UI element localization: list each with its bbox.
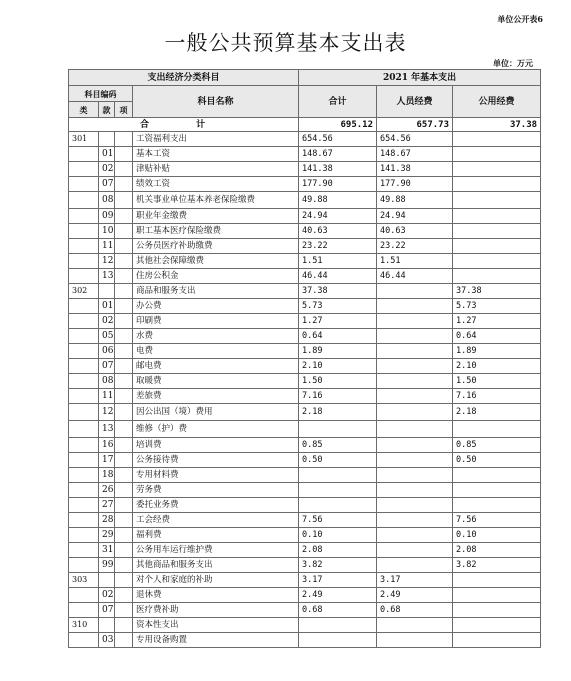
category-code <box>69 344 99 359</box>
item-code <box>115 618 133 633</box>
section-code: 08 <box>99 374 115 389</box>
item-code <box>115 192 133 209</box>
row-public <box>453 224 541 239</box>
table-row <box>69 389 541 404</box>
item-name: 对个人和家庭的补助 <box>133 573 299 588</box>
item-code <box>115 374 133 389</box>
item-name: 取暖费 <box>133 374 299 389</box>
row-public: 0.85 <box>453 438 541 453</box>
item-name: 住房公积金 <box>133 269 299 284</box>
section-code: 01 <box>99 147 115 162</box>
row-total: 23.22 <box>299 239 377 254</box>
section-code: 05 <box>99 329 115 344</box>
row-total <box>299 633 377 648</box>
item-name: 基本工资 <box>133 147 299 162</box>
row-personnel: 49.88 <box>377 192 453 209</box>
table-row <box>69 483 541 498</box>
row-personnel <box>377 618 453 633</box>
table-row <box>69 404 541 421</box>
section-code: 11 <box>99 239 115 254</box>
row-total: 1.89 <box>299 344 377 359</box>
row-total: 3.82 <box>299 558 377 573</box>
row-total: 0.10 <box>299 528 377 543</box>
category-code: 310 <box>69 618 99 633</box>
category-code <box>69 359 99 374</box>
row-personnel <box>377 543 453 558</box>
code-sub-item: 项 <box>115 102 133 118</box>
row-personnel <box>377 558 453 573</box>
item-code <box>115 389 133 404</box>
section-code: 06 <box>99 344 115 359</box>
item-code <box>115 314 133 329</box>
category-code <box>69 543 99 558</box>
row-total <box>299 421 377 438</box>
row-public <box>453 483 541 498</box>
col-group-economic-class: 支出经济分类科目 <box>69 70 299 86</box>
table-row <box>69 209 541 224</box>
item-name: 公务员医疗补助缴费 <box>133 239 299 254</box>
row-personnel <box>377 528 453 543</box>
category-code <box>69 299 99 314</box>
table-row <box>69 558 541 573</box>
item-code <box>115 344 133 359</box>
table-row <box>69 633 541 648</box>
section-code: 02 <box>99 588 115 603</box>
row-total: 0.64 <box>299 329 377 344</box>
item-name: 其他商品和服务支出 <box>133 558 299 573</box>
table-row <box>69 147 541 162</box>
section-code: 26 <box>99 483 115 498</box>
item-code <box>115 633 133 648</box>
category-code <box>69 374 99 389</box>
row-personnel <box>377 374 453 389</box>
category-code <box>69 329 99 344</box>
row-personnel <box>377 513 453 528</box>
section-code <box>99 284 115 299</box>
table-row <box>69 329 541 344</box>
section-code: 29 <box>99 528 115 543</box>
item-code <box>115 239 133 254</box>
item-code <box>115 603 133 618</box>
section-code: 03 <box>99 633 115 648</box>
section-code: 28 <box>99 513 115 528</box>
public-header: 公用经费 <box>453 86 541 118</box>
item-name: 公务用车运行维护费 <box>133 543 299 558</box>
col-group-2021-basic-expenditure: 2021 年基本支出 <box>299 70 541 86</box>
row-personnel: 148.67 <box>377 147 453 162</box>
section-code: 13 <box>99 269 115 284</box>
row-public: 1.89 <box>453 344 541 359</box>
item-code <box>115 254 133 269</box>
item-code <box>115 209 133 224</box>
item-name: 津贴补贴 <box>133 162 299 177</box>
item-code <box>115 588 133 603</box>
row-total <box>299 498 377 513</box>
section-code: 07 <box>99 603 115 618</box>
section-code: 13 <box>99 421 115 438</box>
row-public <box>453 147 541 162</box>
row-total: 654.56 <box>299 132 377 147</box>
section-code: 02 <box>99 314 115 329</box>
item-code <box>115 132 133 147</box>
section-code: 01 <box>99 299 115 314</box>
section-code: 18 <box>99 468 115 483</box>
section-code: 08 <box>99 192 115 209</box>
row-total: 1.27 <box>299 314 377 329</box>
category-code <box>69 177 99 192</box>
row-total: 0.85 <box>299 438 377 453</box>
row-personnel <box>377 389 453 404</box>
section-code: 07 <box>99 177 115 192</box>
category-code <box>69 147 99 162</box>
section-code <box>99 573 115 588</box>
row-public <box>453 254 541 269</box>
row-personnel <box>377 483 453 498</box>
row-public: 3.82 <box>453 558 541 573</box>
row-personnel: 2.49 <box>377 588 453 603</box>
row-personnel <box>377 329 453 344</box>
row-personnel <box>377 468 453 483</box>
item-name: 因公出国（境）费用 <box>133 404 299 421</box>
row-total: 1.50 <box>299 374 377 389</box>
item-code <box>115 573 133 588</box>
row-total: 0.50 <box>299 453 377 468</box>
item-name: 其他社会保障缴费 <box>133 254 299 269</box>
row-public <box>453 618 541 633</box>
item-code <box>115 453 133 468</box>
row-personnel <box>377 633 453 648</box>
row-personnel <box>377 453 453 468</box>
row-personnel <box>377 359 453 374</box>
row-personnel: 177.90 <box>377 177 453 192</box>
row-total: 49.88 <box>299 192 377 209</box>
row-public <box>453 421 541 438</box>
row-total: 0.68 <box>299 603 377 618</box>
row-public: 2.18 <box>453 404 541 421</box>
page-title: 一般公共预算基本支出表 <box>164 31 407 55</box>
table-row <box>69 344 541 359</box>
item-name: 医疗费补助 <box>133 603 299 618</box>
row-personnel <box>377 344 453 359</box>
item-code <box>115 162 133 177</box>
item-name: 商品和服务支出 <box>133 284 299 299</box>
table-row <box>69 513 541 528</box>
item-code <box>115 284 133 299</box>
item-code <box>115 528 133 543</box>
item-name: 专用设备购置 <box>133 633 299 648</box>
section-code: 12 <box>99 404 115 421</box>
row-public <box>453 633 541 648</box>
category-code <box>69 558 99 573</box>
item-code <box>115 224 133 239</box>
row-personnel: 24.94 <box>377 209 453 224</box>
category-code <box>69 453 99 468</box>
table-row <box>69 374 541 389</box>
row-public: 0.10 <box>453 528 541 543</box>
item-code <box>115 438 133 453</box>
row-personnel <box>377 498 453 513</box>
table-row <box>69 603 541 618</box>
item-code <box>115 558 133 573</box>
category-code <box>69 483 99 498</box>
row-personnel: 0.68 <box>377 603 453 618</box>
row-total: 37.38 <box>299 284 377 299</box>
row-public <box>453 588 541 603</box>
row-total: 2.08 <box>299 543 377 558</box>
row-personnel <box>377 421 453 438</box>
table-row <box>69 162 541 177</box>
row-public: 2.08 <box>453 543 541 558</box>
item-code <box>115 543 133 558</box>
item-code <box>115 483 133 498</box>
item-code <box>115 147 133 162</box>
section-code: 99 <box>99 558 115 573</box>
row-public: 0.64 <box>453 329 541 344</box>
item-name: 电费 <box>133 344 299 359</box>
section-code: 31 <box>99 543 115 558</box>
item-name: 委托业务费 <box>133 498 299 513</box>
item-code <box>115 498 133 513</box>
row-public <box>453 498 541 513</box>
item-name: 公务接待费 <box>133 453 299 468</box>
row-total: 148.67 <box>299 147 377 162</box>
row-public <box>453 177 541 192</box>
table-row <box>69 438 541 453</box>
category-code <box>69 468 99 483</box>
section-code <box>99 132 115 147</box>
item-name: 差旅费 <box>133 389 299 404</box>
table-row <box>69 177 541 192</box>
row-total: 1.51 <box>299 254 377 269</box>
category-code <box>69 438 99 453</box>
name-header: 科目名称 <box>133 86 299 118</box>
header-row-1 <box>69 70 541 86</box>
row-public: 37.38 <box>453 284 541 299</box>
row-personnel: 141.38 <box>377 162 453 177</box>
category-code <box>69 513 99 528</box>
table-row <box>69 254 541 269</box>
table-row <box>69 421 541 438</box>
row-public: 2.10 <box>453 359 541 374</box>
item-name: 邮电费 <box>133 359 299 374</box>
item-name: 专用材料费 <box>133 468 299 483</box>
row-personnel: 3.17 <box>377 573 453 588</box>
table-row <box>69 543 541 558</box>
code-sub-section: 款 <box>99 102 115 118</box>
section-code: 17 <box>99 453 115 468</box>
row-total: 2.49 <box>299 588 377 603</box>
row-personnel: 654.56 <box>377 132 453 147</box>
row-total: 141.38 <box>299 162 377 177</box>
table-row <box>69 299 541 314</box>
item-code <box>115 269 133 284</box>
item-name: 工资福利支出 <box>133 132 299 147</box>
row-personnel <box>377 438 453 453</box>
section-code: 11 <box>99 389 115 404</box>
table-row <box>69 453 541 468</box>
row-total: 46.44 <box>299 269 377 284</box>
code-sub-class: 类 <box>69 102 99 118</box>
table-row <box>69 468 541 483</box>
item-name: 退休费 <box>133 588 299 603</box>
category-code <box>69 162 99 177</box>
row-personnel <box>377 284 453 299</box>
table-row <box>69 224 541 239</box>
item-code <box>115 513 133 528</box>
item-name: 资本性支出 <box>133 618 299 633</box>
total-row <box>69 118 541 132</box>
item-code <box>115 329 133 344</box>
category-code <box>69 421 99 438</box>
row-total <box>299 483 377 498</box>
row-total: 5.73 <box>299 299 377 314</box>
table-row <box>69 618 541 633</box>
row-public <box>453 573 541 588</box>
category-code <box>69 254 99 269</box>
row-personnel: 23.22 <box>377 239 453 254</box>
section-code: 02 <box>99 162 115 177</box>
section-code: 07 <box>99 359 115 374</box>
row-personnel <box>377 299 453 314</box>
row-public <box>453 239 541 254</box>
category-code <box>69 314 99 329</box>
row-total: 2.10 <box>299 359 377 374</box>
budget-table <box>68 69 541 648</box>
row-total: 2.18 <box>299 404 377 421</box>
row-public <box>453 269 541 284</box>
category-code <box>69 224 99 239</box>
table-row <box>69 132 541 147</box>
total-public: 37.38 <box>453 118 541 132</box>
table-row <box>69 498 541 513</box>
category-code: 302 <box>69 284 99 299</box>
row-personnel: 40.63 <box>377 224 453 239</box>
item-name: 办公费 <box>133 299 299 314</box>
code-header: 科目编码 <box>69 86 133 102</box>
total-label: 合 计 <box>69 118 299 132</box>
category-code <box>69 603 99 618</box>
row-public <box>453 192 541 209</box>
category-code <box>69 192 99 209</box>
item-name: 维修（护）费 <box>133 421 299 438</box>
row-public: 7.56 <box>453 513 541 528</box>
item-name: 劳务费 <box>133 483 299 498</box>
item-code <box>115 421 133 438</box>
item-name: 职工基本医疗保险缴费 <box>133 224 299 239</box>
category-code <box>69 269 99 284</box>
table-row <box>69 314 541 329</box>
section-code: 16 <box>99 438 115 453</box>
row-personnel <box>377 404 453 421</box>
total-personnel: 657.73 <box>377 118 453 132</box>
item-name: 机关事业单位基本养老保险缴费 <box>133 192 299 209</box>
table-row <box>69 528 541 543</box>
category-code: 301 <box>69 132 99 147</box>
row-public: 1.50 <box>453 374 541 389</box>
category-code <box>69 404 99 421</box>
row-public <box>453 209 541 224</box>
personnel-header: 人员经费 <box>377 86 453 118</box>
row-total: 3.17 <box>299 573 377 588</box>
row-total: 177.90 <box>299 177 377 192</box>
section-code <box>99 618 115 633</box>
category-code <box>69 633 99 648</box>
section-code: 12 <box>99 254 115 269</box>
row-public <box>453 468 541 483</box>
item-code <box>115 177 133 192</box>
row-personnel: 1.51 <box>377 254 453 269</box>
section-code: 27 <box>99 498 115 513</box>
row-total <box>299 468 377 483</box>
item-name: 水费 <box>133 329 299 344</box>
category-code <box>69 528 99 543</box>
row-public: 1.27 <box>453 314 541 329</box>
total-header: 合计 <box>299 86 377 118</box>
table-row <box>69 359 541 374</box>
table-row <box>69 239 541 254</box>
row-total: 24.94 <box>299 209 377 224</box>
category-code <box>69 588 99 603</box>
item-name: 工会经费 <box>133 513 299 528</box>
section-code: 10 <box>99 224 115 239</box>
header-row-2 <box>69 86 541 102</box>
row-public: 7.16 <box>453 389 541 404</box>
category-code: 303 <box>69 573 99 588</box>
table-row <box>69 269 541 284</box>
row-total: 40.63 <box>299 224 377 239</box>
row-total <box>299 618 377 633</box>
row-public <box>453 162 541 177</box>
item-code <box>115 299 133 314</box>
item-code <box>115 359 133 374</box>
item-code <box>115 404 133 421</box>
category-code <box>69 209 99 224</box>
item-name: 绩效工资 <box>133 177 299 192</box>
table-row <box>69 192 541 209</box>
section-code: 09 <box>99 209 115 224</box>
category-code <box>69 239 99 254</box>
item-name: 印刷费 <box>133 314 299 329</box>
row-public <box>453 132 541 147</box>
item-name: 职业年金缴费 <box>133 209 299 224</box>
table-row <box>69 588 541 603</box>
table-row <box>69 284 541 299</box>
row-public: 0.50 <box>453 453 541 468</box>
category-code <box>69 389 99 404</box>
unit-label: 单位：万元 <box>493 58 533 68</box>
category-code <box>69 498 99 513</box>
item-name: 培训费 <box>133 438 299 453</box>
item-code <box>115 468 133 483</box>
total-amount: 695.12 <box>299 118 377 132</box>
row-total: 7.56 <box>299 513 377 528</box>
row-public <box>453 603 541 618</box>
row-total: 7.16 <box>299 389 377 404</box>
form-number: 单位公开表6 <box>497 14 543 24</box>
table-row <box>69 573 541 588</box>
row-personnel <box>377 314 453 329</box>
row-public: 5.73 <box>453 299 541 314</box>
row-personnel: 46.44 <box>377 269 453 284</box>
item-name: 福利费 <box>133 528 299 543</box>
